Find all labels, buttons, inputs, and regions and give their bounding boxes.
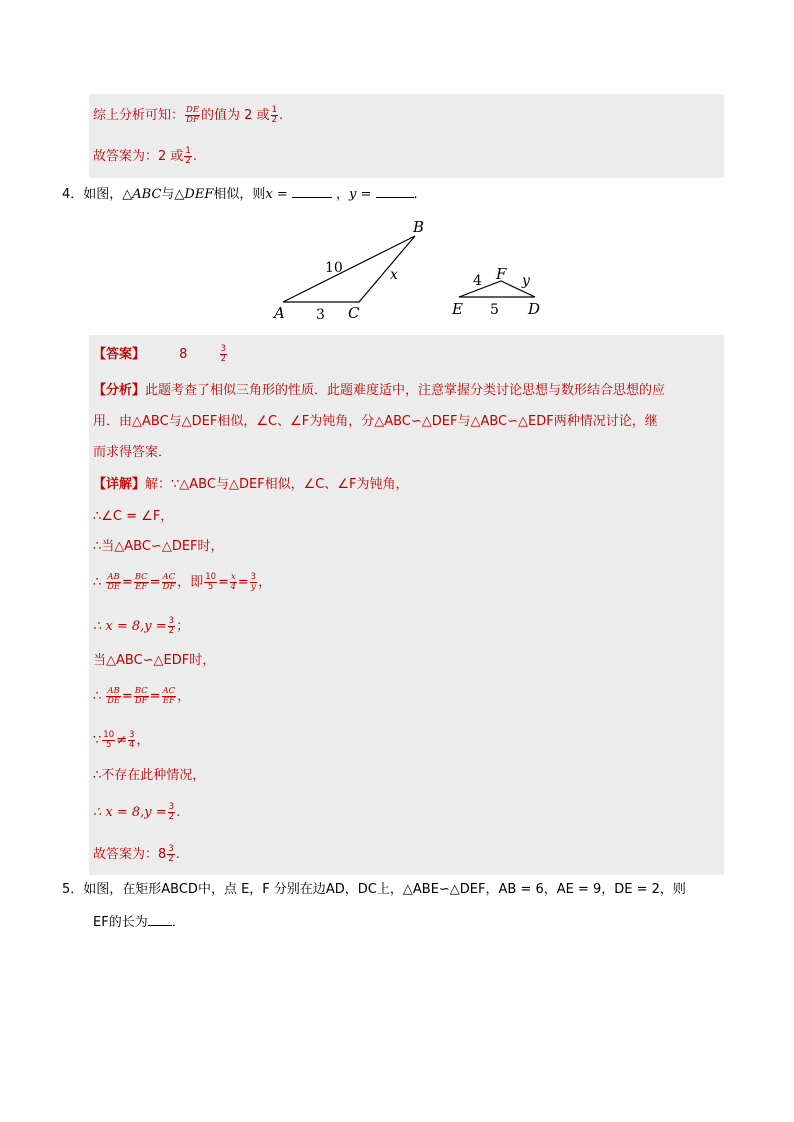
detail-final-line: ∴ x = 8,y = $\frac{3}{2}$ .: [93, 802, 181, 822]
answer-y-fraction: $\frac{3}{2}$: [220, 344, 226, 364]
answer-line: 【答案】 8 $\frac{3}{2}$: [93, 344, 226, 364]
prev-summary-line: 综上分析可知： $\frac{DE}{DF}$ 的值为 2 或 $\frac{1}{2}$ .: [93, 105, 284, 125]
side-ed: 5: [490, 302, 499, 318]
detail-neq-line: ∵ $\frac{10}{5}$ ≠ $\frac{3}{4}$ ，: [93, 730, 150, 750]
label-b: B: [413, 218, 425, 236]
half-fraction: $\frac{1}{2}$: [185, 146, 191, 166]
detail-result-1: ∴ x = 8,y = $\frac{3}{2}$ ；: [93, 616, 190, 636]
detail-line-8: ∴不存在此种情况，: [93, 768, 206, 783]
label-f: F: [496, 265, 507, 283]
side-fd: y: [522, 273, 530, 289]
prev-answer-line: 故答案为：2 或 $\frac{1}{2}$ .: [93, 146, 197, 166]
side-ef: 4: [473, 273, 482, 289]
answer-blank-ef[interactable]: [148, 913, 172, 926]
side-bc: x: [390, 267, 398, 283]
label-d: D: [528, 300, 541, 318]
detail-line-3: ∴当△ABC∽△DEF时，: [93, 539, 224, 554]
detail-line-5: 当△ABC∽△EDF时，: [93, 653, 216, 668]
label-e: E: [452, 300, 463, 318]
label-a: A: [274, 304, 285, 322]
detail-line-1: 【详解】解：∵△ABC与△DEF相似，∠C、∠F为钝角，: [93, 477, 409, 492]
half-fraction: $\frac{1}{2}$: [271, 105, 278, 125]
analysis-line-2: 用．由△ABC与△DEF相似，∠C、∠F为钝角，分△ABC∽△DEF与△ABC∽△EDF两种情况讨论，继: [93, 414, 658, 429]
detail-ratio-line-1: ∴ $\frac{AB}{DE}$ = $\frac{BC}{EF}$ = $\frac{AC}{DF}$ ，即 $\frac{10}{5}$ = $\frac{x}{4}$ = $\frac{3}{y}$ ，: [93, 572, 272, 592]
analysis-line-1: 【分析】此题考查了相似三角形的性质．此题难度适中，注意掌握分类讨论思想与数形结合思想的应: [93, 383, 666, 398]
question-5-line-2: EF的长为 ．: [93, 915, 185, 930]
detail-ratio-line-2: ∴ $\frac{AB}{DE}$ = $\frac{BC}{DF}$ = $\frac{AC}{EF}$ ，: [93, 686, 191, 706]
side-ac: 3: [316, 307, 325, 323]
detail-line-2: ∴∠C = ∠F，: [93, 509, 174, 524]
side-ab: 10: [325, 260, 343, 276]
label-c: C: [348, 304, 360, 322]
similar-triangles-figure: [0, 0, 794, 330]
question-4: 4．如图，△ABC与△DEF相似，则x = ，y = .: [62, 187, 418, 202]
analysis-line-3: 而求得答案．: [93, 445, 172, 460]
question-5-line-1: 5．如图，在矩形ABCD中，点 E，F 分别在边AD，DC上，△ABE∽△DEF，AB = 6，AE = 9，DE = 2，则: [62, 882, 686, 897]
final-answer-line: 故答案为：8 $\frac{3}{2}$ .: [93, 844, 180, 864]
de-over-df-fraction: $\frac{DE}{DF}$: [186, 105, 200, 125]
